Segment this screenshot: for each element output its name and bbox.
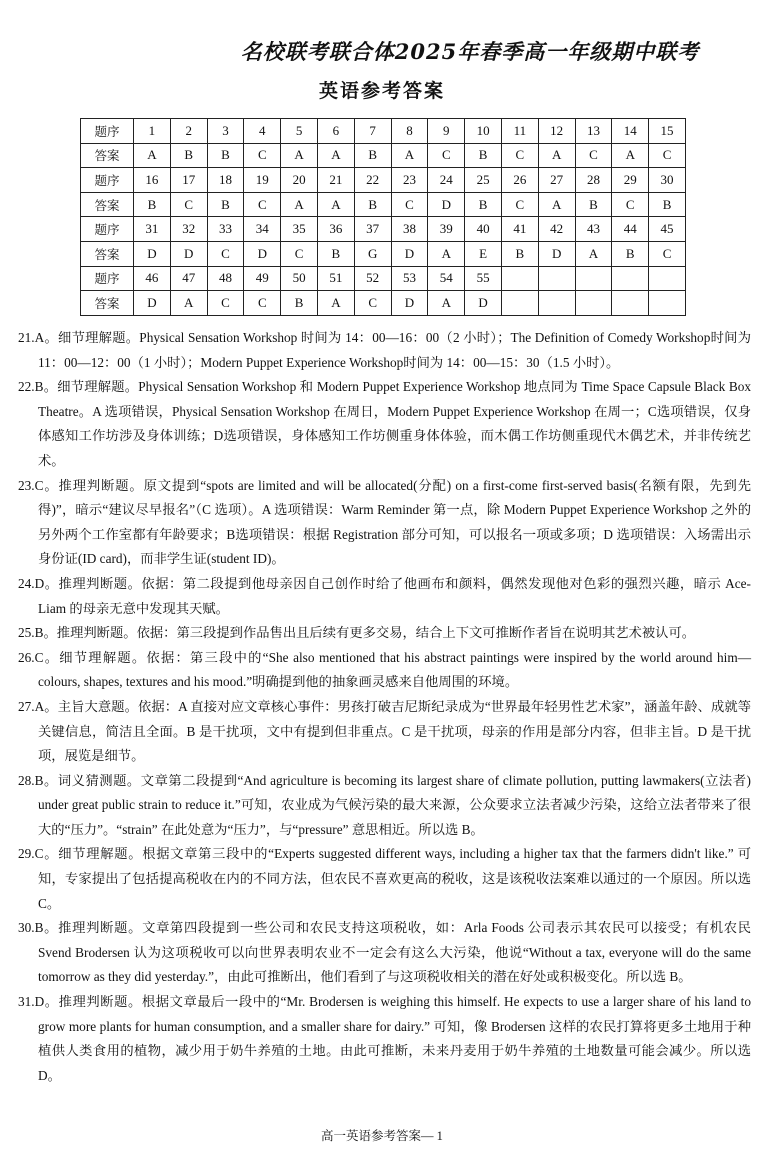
explanation-item: 26.C。细节理解题。依据：第三段中的“She also mentioned that his abstract paintings were inspired by the world around him—colours, shapes, textures and his mood.”明确提到他的抽象画灵感来自他周围的环境。 (18, 649, 751, 690)
question-number-cell: 4 (244, 119, 281, 144)
question-number-cell: 7 (354, 119, 391, 144)
answer-cell (538, 291, 575, 316)
explanation-item: 27.A。主旨大意题。依据：A 直接对应文章核心事件：男孩打破吉尼斯纪录成为“世界最年轻男性艺术家”，涵盖年龄、成就等关键信息，简洁且全面。B 是干扰项，文中有提到但非重点。C 是干扰项，母亲的作用是部分内容，但非主旨。D 是干扰项，展览是细节。 (18, 698, 751, 764)
answer-cell: B (612, 241, 649, 266)
question-number-cell: 10 (465, 119, 502, 144)
answer-cell: B (281, 291, 318, 316)
document-title: 名校联考联合体2025年春季高一年级期中联考 (240, 39, 700, 64)
question-number-cell: 8 (391, 119, 428, 144)
question-number-cell: 29 (612, 168, 649, 193)
answer-cell: D (465, 291, 502, 316)
answer-cell: C (649, 241, 686, 266)
question-number-cell: 32 (170, 217, 207, 242)
question-number-cell: 34 (244, 217, 281, 242)
question-number-cell: 30 (649, 168, 686, 193)
question-number-cell: 35 (281, 217, 318, 242)
answer-cell: D (134, 291, 171, 316)
question-number-cell: 36 (317, 217, 354, 242)
question-number-cell: 14 (612, 119, 649, 144)
answer-cell: D (134, 241, 171, 266)
question-number-cell: 45 (649, 217, 686, 242)
answer-cell: C (244, 192, 281, 217)
answer-cell: A (428, 291, 465, 316)
question-number-cell: 15 (649, 119, 686, 144)
answer-cell: A (170, 291, 207, 316)
question-number-cell (649, 266, 686, 291)
question-number-cell: 19 (244, 168, 281, 193)
answer-cell: B (501, 241, 538, 266)
answer-row (81, 241, 686, 266)
answer-cell: A (538, 192, 575, 217)
question-number-cell: 48 (207, 266, 244, 291)
answer-cell: C (207, 291, 244, 316)
question-number-cell: 54 (428, 266, 465, 291)
question-number-cell: 25 (465, 168, 502, 193)
question-number-cell: 27 (538, 168, 575, 193)
explanation-item: 29.C。细节理解题。根据文章第三段中的“Experts suggested different ways, including a higher tax that the farmers didn't like.” 可知，专家提出了包括提高税收在内的不同方法，但农民不喜欢更高的税收，这是该税收法案难以通过的一个原因。所以选 C。 (18, 846, 751, 911)
answer-cell: D (244, 241, 281, 266)
question-number-cell: 1 (134, 119, 171, 144)
question-number-cell: 43 (575, 217, 612, 242)
answer-cell: C (501, 192, 538, 217)
answer-cell: C (575, 143, 612, 168)
explanation-item: 23.C。推理判断题。原文提到“spots are limited and will be allocated(分配) on a first-come first-served basis(名额有限，先到先得)”，暗示“建议尽早报名”（C 选项）。A 选项错误：Warm Reminder 第一点，除 Modern Puppet Experience Workshop 之外的另外两个工作室都有年龄要求；B选项错误：根据 Registration 部分可知，可以报名一项或多项；D 选项错误：入场需出示身份证(ID card)，而非学生证(student ID)。 (18, 477, 751, 567)
answer-cell: C (354, 291, 391, 316)
answer-cell: C (281, 241, 318, 266)
answer-cell (501, 291, 538, 316)
answer-cell: B (649, 192, 686, 217)
answer-cell: C (391, 192, 428, 217)
answer-cell (575, 291, 612, 316)
question-number-cell: 12 (538, 119, 575, 144)
question-number-cell: 20 (281, 168, 318, 193)
question-number-cell: 24 (428, 168, 465, 193)
question-label-cell: 题序 (81, 217, 134, 242)
question-number-cell: 6 (317, 119, 354, 144)
question-number-cell: 46 (134, 266, 171, 291)
answer-cell: D (538, 241, 575, 266)
answer-cell: A (134, 143, 171, 168)
question-number-cell: 9 (428, 119, 465, 144)
answer-label-cell: 答案 (81, 192, 134, 217)
question-label-cell: 题序 (81, 266, 134, 291)
question-number-cell: 13 (575, 119, 612, 144)
answer-cell: A (317, 192, 354, 217)
question-number-cell: 39 (428, 217, 465, 242)
explanation-item: 24.D。推理判断题。依据：第二段提到他母亲因自己创作时给了他画布和颜料，偶然发现他对色彩的强烈兴趣，暗示 Ace-Liam 的母亲无意中发现其天赋。 (18, 575, 751, 616)
answer-cell: B (354, 143, 391, 168)
question-number-cell: 16 (134, 168, 171, 193)
answer-cell: A (538, 143, 575, 168)
explanation-item: 25.B。推理判断题。依据：第三段提到作品售出且后续有更多交易，结合上下文可推断作者旨在说明其艺术被认可。 (18, 625, 696, 641)
question-number-row (81, 266, 686, 291)
document-subtitle: 英语参考答案 (318, 80, 445, 102)
answer-cell: B (170, 143, 207, 168)
answer-cell: C (170, 192, 207, 217)
answer-cell: E (465, 241, 502, 266)
question-label-cell: 题序 (81, 168, 134, 193)
question-number-cell: 3 (207, 119, 244, 144)
answer-cell: G (354, 241, 391, 266)
answer-cell: D (428, 192, 465, 217)
question-number-cell: 22 (354, 168, 391, 193)
question-label-cell: 题序 (81, 119, 134, 144)
question-number-cell: 52 (354, 266, 391, 291)
question-number-cell: 23 (391, 168, 428, 193)
answer-row (81, 143, 686, 168)
explanation-list (18, 326, 751, 1088)
question-number-cell: 26 (501, 168, 538, 193)
answer-cell: B (207, 192, 244, 217)
question-number-cell: 33 (207, 217, 244, 242)
question-number-row (81, 217, 686, 242)
question-number-cell (538, 266, 575, 291)
question-number-cell: 21 (317, 168, 354, 193)
answer-cell (612, 291, 649, 316)
question-number-row (81, 168, 686, 193)
explanation-item: 22.B。细节理解题。Physical Sensation Workshop 和 Modern Puppet Experience Workshop 地点同为 Time Space Capsule Black Box Theatre。A 选项错误，Physical Sensation Workshop 在周日，Modern Puppet Experience Workshop 在周一；C选项错误，仅身体感知工作坊涉及身体训练；D选项错误，身体感知工作坊侧重身体体验，而木偶工作坊侧重现代木偶艺术，并非传统艺术。 (18, 379, 751, 468)
answer-cell: B (317, 241, 354, 266)
question-number-cell (575, 266, 612, 291)
answer-cell: A (317, 291, 354, 316)
question-number-cell (612, 266, 649, 291)
question-number-cell: 51 (317, 266, 354, 291)
question-number-cell (501, 266, 538, 291)
answer-cell: C (428, 143, 465, 168)
question-number-cell: 2 (170, 119, 207, 144)
question-number-cell: 41 (501, 217, 538, 242)
answer-cell: A (281, 192, 318, 217)
question-number-cell: 55 (465, 266, 502, 291)
answer-cell: A (317, 143, 354, 168)
answer-row (81, 192, 686, 217)
question-number-cell: 50 (281, 266, 318, 291)
question-number-cell: 40 (465, 217, 502, 242)
answer-cell: C (501, 143, 538, 168)
question-number-cell: 38 (391, 217, 428, 242)
question-number-cell: 31 (134, 217, 171, 242)
question-number-cell: 11 (501, 119, 538, 144)
answer-table (80, 118, 686, 316)
question-number-cell: 44 (612, 217, 649, 242)
answer-cell: A (281, 143, 318, 168)
answer-cell: D (391, 241, 428, 266)
question-number-cell: 17 (170, 168, 207, 193)
answer-cell (649, 291, 686, 316)
answer-cell: B (207, 143, 244, 168)
answer-cell: D (170, 241, 207, 266)
answer-cell: A (428, 241, 465, 266)
question-number-cell: 37 (354, 217, 391, 242)
answer-cell: C (244, 291, 281, 316)
answer-label-cell: 答案 (81, 291, 134, 316)
explanation-item: 21.A。细节理解题。Physical Sensation Workshop 时间为 14：00—16：00（2 小时）；The Definition of Comedy Workshop时间为 11：00—12：00（1 小时）；Modern Puppet Experience Workshop时间为 14：00—15：30（1.5 小时）。 (18, 330, 751, 370)
page-footer: 高一英语参考答案— 1 (321, 1129, 443, 1143)
question-number-cell: 47 (170, 266, 207, 291)
answer-cell: A (391, 143, 428, 168)
answer-label-cell: 答案 (81, 241, 134, 266)
answer-cell: C (244, 143, 281, 168)
answer-cell: A (612, 143, 649, 168)
answer-cell: B (134, 192, 171, 217)
question-number-cell: 5 (281, 119, 318, 144)
answer-cell: C (612, 192, 649, 217)
answer-label-cell: 答案 (81, 143, 134, 168)
explanation-item: 30.B。推理判断题。文章第四段提到一些公司和农民支持这项税收，如：Arla Foods 公司表示其农民可以接受；有机农民 Svend Brodersen 认为这项税收可以向世界表明农业不一定会有这么大污染，他说“Without a tax, everyone will do the same tomorrow as they did yesterday.”，由此可推断出，他们看到了与这项税收相关的潜在好处或积极变化。所以选 B。 (18, 920, 751, 985)
explanation-item: 28.B。词义猜测题。文章第二段提到“And agriculture is becoming its largest share of climate pollution, putting lawmakers(立法者) under great public strain to reduce it.”可知，农业成为气候污染的最大来源，公众要求立法者减少污染，这给立法者带来了很大的“压力”。“strain” 在此处意为“压力”，与“pressure” 意思相近。所以选 B。 (18, 772, 751, 837)
answer-cell: C (649, 143, 686, 168)
answer-row (81, 291, 686, 316)
answer-cell: A (575, 241, 612, 266)
question-number-cell: 42 (538, 217, 575, 242)
question-number-cell: 28 (575, 168, 612, 193)
question-number-cell: 49 (244, 266, 281, 291)
answer-cell: B (465, 192, 502, 217)
question-number-cell: 53 (391, 266, 428, 291)
answer-cell: C (207, 241, 244, 266)
explanation-item: 31.D。推理判断题。根据文章最后一段中的“Mr. Brodersen is weighing this himself. He expects to use a larger share of his land to grow more plants for human consumption, and a smaller share for dairy.” 可知，像 Brodersen 这样的农民打算将更多土地用于种植供人类食用的植物，减少用于奶牛养殖的土地。由此可推断，未来丹麦用于奶牛养殖的土地数量可能会减少。所以选 D。 (18, 994, 751, 1083)
question-number-row (81, 119, 686, 144)
answer-cell: B (465, 143, 502, 168)
answer-cell: D (391, 291, 428, 316)
answer-cell: B (575, 192, 612, 217)
answer-cell: B (354, 192, 391, 217)
question-number-cell: 18 (207, 168, 244, 193)
